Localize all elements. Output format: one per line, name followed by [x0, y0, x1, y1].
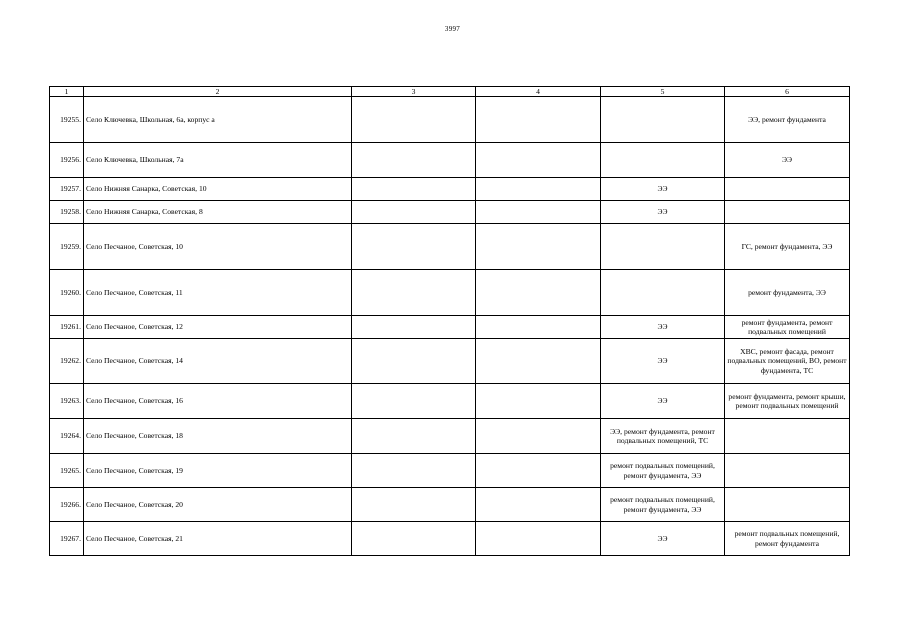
row-number: 19255.	[50, 97, 84, 143]
table-row	[50, 419, 850, 454]
col5-cell: ремонт подвальных помещений, ремонт фундамента, ЭЭ	[601, 454, 725, 488]
col5-cell	[601, 270, 725, 316]
address-cell: Село Ключевка, Школьная, 6а, корпус а	[84, 97, 352, 143]
col3-cell	[352, 454, 476, 488]
col5-cell	[601, 97, 725, 143]
col5-cell	[601, 143, 725, 178]
col4-cell	[476, 419, 601, 454]
col4-cell	[476, 384, 601, 419]
col4-cell	[476, 143, 601, 178]
table-row	[50, 339, 850, 384]
header-row	[50, 87, 850, 97]
col4-cell	[476, 97, 601, 143]
row-number: 19267.	[50, 522, 84, 556]
address-cell: Село Нижняя Санарка, Советская, 8	[84, 201, 352, 224]
address-cell: Село Песчаное, Советская, 20	[84, 488, 352, 522]
col5-cell: ЭЭ	[601, 201, 725, 224]
table-row	[50, 178, 850, 201]
col-header-2: 2	[84, 87, 352, 97]
row-number: 19264.	[50, 419, 84, 454]
col4-cell	[476, 178, 601, 201]
table-row	[50, 97, 850, 143]
row-number: 19257.	[50, 178, 84, 201]
table-row	[50, 384, 850, 419]
col6-cell: ремонт фундамента, ремонт подвальных помещений	[725, 316, 850, 339]
col4-cell	[476, 270, 601, 316]
table-row	[50, 201, 850, 224]
col6-cell: ЭЭ, ремонт фундамента	[725, 97, 850, 143]
col-header-3: 3	[352, 87, 476, 97]
table-row	[50, 270, 850, 316]
address-cell: Село Нижняя Санарка, Советская, 10	[84, 178, 352, 201]
col4-cell	[476, 224, 601, 270]
address-cell: Село Песчаное, Советская, 14	[84, 339, 352, 384]
col6-cell	[725, 454, 850, 488]
col-header-4: 4	[476, 87, 601, 97]
col6-cell: ремонт фундамента, ЭЭ	[725, 270, 850, 316]
col3-cell	[352, 339, 476, 384]
col3-cell	[352, 201, 476, 224]
address-cell: Село Песчаное, Советская, 19	[84, 454, 352, 488]
address-cell: Село Ключевка, Школьная, 7а	[84, 143, 352, 178]
col3-cell	[352, 224, 476, 270]
col5-cell: ЭЭ	[601, 316, 725, 339]
table-row	[50, 522, 850, 556]
col5-cell: ремонт подвальных помещений, ремонт фундамента, ЭЭ	[601, 488, 725, 522]
col6-cell	[725, 201, 850, 224]
col5-cell: ЭЭ	[601, 178, 725, 201]
col4-cell	[476, 339, 601, 384]
col6-cell: ремонт фундамента, ремонт крыши, ремонт подвальных помещений	[725, 384, 850, 419]
address-cell: Село Песчаное, Советская, 11	[84, 270, 352, 316]
col5-cell: ЭЭ, ремонт фундамента, ремонт подвальных помещений, ТС	[601, 419, 725, 454]
col-header-5: 5	[601, 87, 725, 97]
col4-cell	[476, 316, 601, 339]
address-cell: Село Песчаное, Советская, 12	[84, 316, 352, 339]
table-row	[50, 143, 850, 178]
col3-cell	[352, 488, 476, 522]
col3-cell	[352, 270, 476, 316]
col4-cell	[476, 522, 601, 556]
col6-cell	[725, 419, 850, 454]
table-row	[50, 224, 850, 270]
address-cell: Село Песчаное, Советская, 18	[84, 419, 352, 454]
page-number: 3997	[444, 25, 461, 33]
row-number: 19262.	[50, 339, 84, 384]
col5-cell: ЭЭ	[601, 384, 725, 419]
row-number: 19261.	[50, 316, 84, 339]
address-cell: Село Песчаное, Советская, 16	[84, 384, 352, 419]
row-number: 19259.	[50, 224, 84, 270]
col5-cell: ЭЭ	[601, 522, 725, 556]
row-number: 19256.	[50, 143, 84, 178]
table-row	[50, 488, 850, 522]
col6-cell: ГС, ремонт фундамента, ЭЭ	[725, 224, 850, 270]
col3-cell	[352, 522, 476, 556]
col6-cell: ремонт подвальных помещений, ремонт фундамента	[725, 522, 850, 556]
col3-cell	[352, 384, 476, 419]
col6-cell: ЭЭ	[725, 143, 850, 178]
col3-cell	[352, 316, 476, 339]
table-row	[50, 454, 850, 488]
col3-cell	[352, 97, 476, 143]
col-header-1: 1	[50, 87, 84, 97]
col6-cell	[725, 488, 850, 522]
row-number: 19260.	[50, 270, 84, 316]
row-number: 19258.	[50, 201, 84, 224]
col6-cell	[725, 178, 850, 201]
col4-cell	[476, 454, 601, 488]
register-table	[49, 86, 850, 556]
col4-cell	[476, 201, 601, 224]
col4-cell	[476, 488, 601, 522]
col6-cell: ХВС, ремонт фасада, ремонт подвальных помещений, ВО, ремонт фундамента, ТС	[725, 339, 850, 384]
col3-cell	[352, 419, 476, 454]
table-row	[50, 316, 850, 339]
address-cell: Село Песчаное, Советская, 10	[84, 224, 352, 270]
col-header-6: 6	[725, 87, 850, 97]
row-number: 19265.	[50, 454, 84, 488]
col5-cell	[601, 224, 725, 270]
col3-cell	[352, 178, 476, 201]
col5-cell: ЭЭ	[601, 339, 725, 384]
row-number: 19266.	[50, 488, 84, 522]
col3-cell	[352, 143, 476, 178]
address-cell: Село Песчаное, Советская, 21	[84, 522, 352, 556]
row-number: 19263.	[50, 384, 84, 419]
